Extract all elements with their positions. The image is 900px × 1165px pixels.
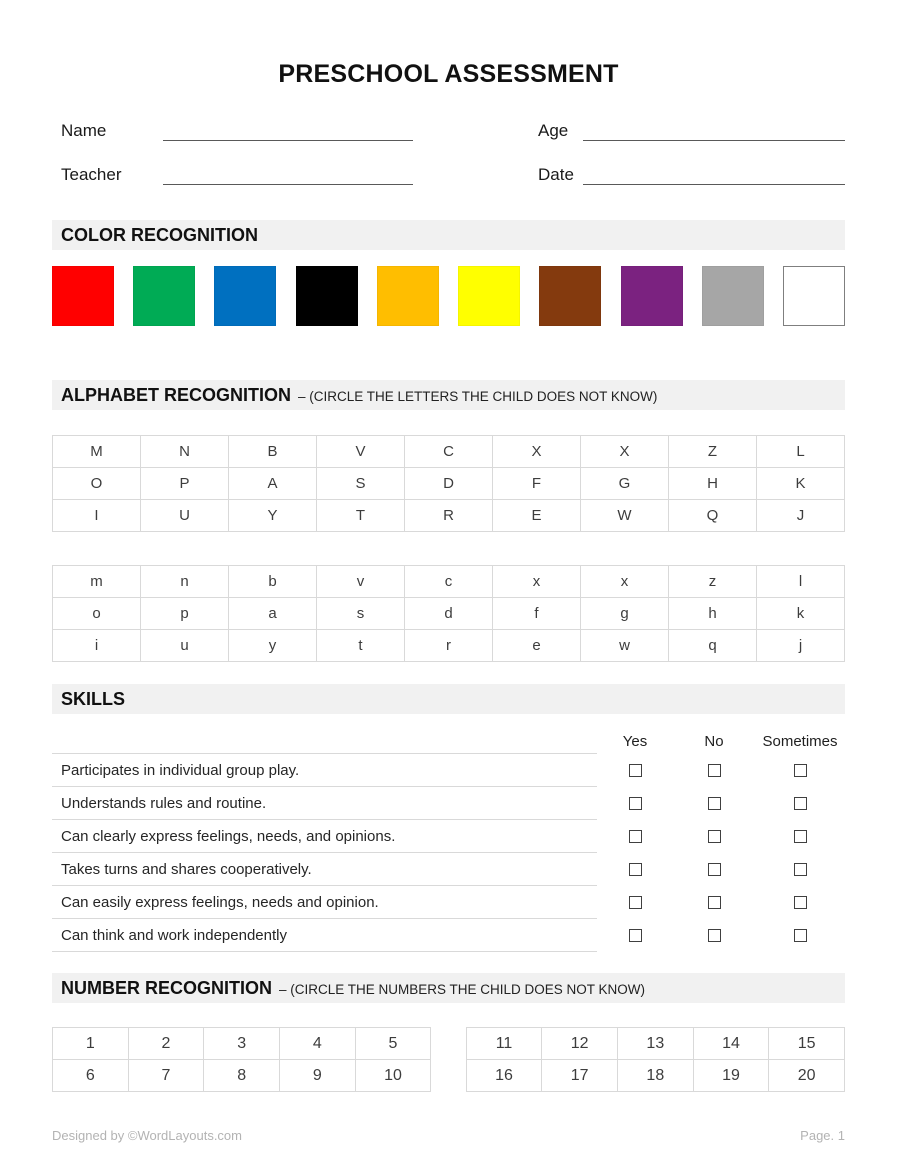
number-row-1-5: [53, 1028, 431, 1060]
checkbox-sometimes-5[interactable]: [794, 896, 807, 909]
color-swatch-row: [52, 266, 845, 326]
letter-cell-S[interactable]: S: [317, 468, 405, 500]
number-tables: [52, 1027, 845, 1092]
uppercase-letter-grid: [52, 435, 845, 532]
letter-cell-J[interactable]: J: [757, 500, 845, 532]
color-swatch-blue: [214, 266, 276, 326]
letter-cell-D[interactable]: D: [405, 468, 493, 500]
teacher-label: Teacher: [61, 165, 122, 184]
checkbox-no-1[interactable]: [708, 764, 721, 777]
letter-cell-r[interactable]: r: [405, 630, 493, 662]
letter-cell-B[interactable]: B: [229, 436, 317, 468]
number-cell-10[interactable]: 10: [355, 1060, 431, 1092]
checkbox-no-4[interactable]: [708, 863, 721, 876]
checkbox-yes-2[interactable]: [629, 797, 642, 810]
number-cell-15[interactable]: 15: [769, 1028, 845, 1060]
letter-cell-u[interactable]: u: [141, 630, 229, 662]
letter-cell-Y[interactable]: Y: [229, 500, 317, 532]
skill-row-1: [52, 754, 845, 787]
alphabet-recognition-title: ALPHABET RECOGNITION: [61, 384, 292, 405]
letter-cell-T[interactable]: T: [317, 500, 405, 532]
letter-cell-k[interactable]: k: [757, 598, 845, 630]
letter-cell-N[interactable]: N: [141, 436, 229, 468]
skill-label: Can easily express feelings, needs and opinion.: [52, 886, 597, 919]
letter-cell-Z[interactable]: Z: [669, 436, 757, 468]
checkbox-sometimes-2[interactable]: [794, 797, 807, 810]
color-recognition-header: [52, 220, 845, 250]
number-cell-13[interactable]: 13: [618, 1028, 694, 1060]
uppercase-row-2: [53, 468, 845, 500]
field-row-2: [52, 163, 845, 185]
name-input-line[interactable]: [163, 138, 413, 141]
skill-row-6: [52, 919, 845, 952]
number-cell-2[interactable]: 2: [128, 1028, 204, 1060]
letter-cell-R[interactable]: R: [405, 500, 493, 532]
checkbox-sometimes-3[interactable]: [794, 830, 807, 843]
checkbox-yes-1[interactable]: [629, 764, 642, 777]
number-cell-20[interactable]: 20: [769, 1060, 845, 1092]
skills-header-spacer: [52, 728, 597, 754]
number-grid-1-10: [52, 1027, 431, 1092]
column-header-no: No: [704, 732, 724, 750]
checkbox-yes-3[interactable]: [629, 830, 642, 843]
checkbox-yes-4[interactable]: [629, 863, 642, 876]
date-field: [529, 165, 845, 185]
number-tables-gap: [431, 1027, 465, 1092]
skill-label: Takes turns and shares cooperatively.: [52, 853, 597, 886]
letter-cell-O[interactable]: O: [53, 468, 141, 500]
number-row-16-20: [466, 1060, 844, 1092]
color-swatch-purple: [621, 266, 683, 326]
number-grid-11-20: [466, 1027, 845, 1092]
number-cell-8[interactable]: 8: [204, 1060, 280, 1092]
letter-cell-P[interactable]: P: [141, 468, 229, 500]
letter-cell-h[interactable]: h: [669, 598, 757, 630]
letter-cell-G[interactable]: G: [581, 468, 669, 500]
alphabet-recognition-subtitle: – (CIRCLE THE LETTERS THE CHILD DOES NOT KNOW): [298, 389, 658, 404]
letter-cell-X2[interactable]: X: [581, 436, 669, 468]
lowercase-row-1: [53, 566, 845, 598]
color-recognition-title: COLOR RECOGNITION: [61, 224, 258, 245]
number-cell-6[interactable]: 6: [53, 1060, 129, 1092]
number-cell-14[interactable]: 14: [693, 1028, 769, 1060]
page-number: Page. 1: [800, 1128, 845, 1143]
letter-cell-s[interactable]: s: [317, 598, 405, 630]
age-field: [529, 121, 845, 141]
checkbox-no-6[interactable]: [708, 929, 721, 942]
letter-cell-b[interactable]: b: [229, 566, 317, 598]
number-cell-19[interactable]: 19: [693, 1060, 769, 1092]
uppercase-row-3: [53, 500, 845, 532]
date-input-line[interactable]: [583, 182, 845, 185]
letter-cell-g[interactable]: g: [581, 598, 669, 630]
number-cell-16[interactable]: 16: [466, 1060, 542, 1092]
letter-cell-L[interactable]: L: [757, 436, 845, 468]
number-cell-18[interactable]: 18: [618, 1060, 694, 1092]
number-cell-11[interactable]: 11: [466, 1028, 542, 1060]
letter-cell-K[interactable]: K: [757, 468, 845, 500]
letter-cell-c[interactable]: c: [405, 566, 493, 598]
number-row-6-10: [53, 1060, 431, 1092]
teacher-input-line[interactable]: [163, 182, 413, 185]
letter-cell-y[interactable]: y: [229, 630, 317, 662]
lowercase-row-3: [53, 630, 845, 662]
color-swatch-yellow: [458, 266, 520, 326]
number-cell-5[interactable]: 5: [355, 1028, 431, 1060]
letter-cell-F[interactable]: F: [493, 468, 581, 500]
teacher-field: [52, 165, 413, 185]
checkbox-sometimes-1[interactable]: [794, 764, 807, 777]
letter-cell-w[interactable]: w: [581, 630, 669, 662]
letter-cell-H[interactable]: H: [669, 468, 757, 500]
number-recognition-subtitle: – (CIRCLE THE NUMBERS THE CHILD DOES NOT KNOW): [279, 982, 646, 997]
column-header-yes: Yes: [622, 732, 648, 750]
number-recognition-header: [52, 973, 845, 1003]
number-cell-12[interactable]: 12: [542, 1028, 618, 1060]
lowercase-letter-grid: [52, 565, 845, 662]
skills-table: [52, 728, 845, 952]
letter-cell-j[interactable]: j: [757, 630, 845, 662]
skills-title: SKILLS: [61, 688, 126, 709]
number-cell-3[interactable]: 3: [204, 1028, 280, 1060]
color-swatch-white: [783, 266, 845, 326]
letter-cell-l[interactable]: l: [757, 566, 845, 598]
letter-cell-z[interactable]: z: [669, 566, 757, 598]
age-input-line[interactable]: [583, 138, 845, 141]
checkbox-no-2[interactable]: [708, 797, 721, 810]
number-cell-4[interactable]: 4: [279, 1028, 355, 1060]
letter-cell-i[interactable]: i: [53, 630, 141, 662]
letter-cell-e[interactable]: e: [493, 630, 581, 662]
field-row-1: [52, 119, 845, 141]
number-recognition-title: NUMBER RECOGNITION: [61, 977, 272, 998]
checkbox-sometimes-4[interactable]: [794, 863, 807, 876]
skills-header: [52, 684, 845, 714]
skill-label: Can clearly express feelings, needs, and opinions.: [52, 820, 597, 853]
skill-row-4: [52, 853, 845, 886]
checkbox-yes-5[interactable]: [629, 896, 642, 909]
letter-cell-I[interactable]: I: [53, 500, 141, 532]
lowercase-row-2: [53, 598, 845, 630]
page-title: PRESCHOOL ASSESSMENT: [278, 60, 619, 88]
skill-row-3: [52, 820, 845, 853]
letter-cell-U[interactable]: U: [141, 500, 229, 532]
color-swatch-red: [52, 266, 114, 326]
skill-label: Participates in individual group play.: [52, 754, 597, 787]
number-cell-9[interactable]: 9: [279, 1060, 355, 1092]
name-field: [52, 121, 413, 141]
color-swatch-green: [133, 266, 195, 326]
name-label: Name: [61, 121, 107, 140]
skill-row-2: [52, 787, 845, 820]
color-swatch-black: [296, 266, 358, 326]
letter-cell-d[interactable]: d: [405, 598, 493, 630]
number-cell-7[interactable]: 7: [128, 1060, 204, 1092]
letter-cell-v[interactable]: v: [317, 566, 405, 598]
color-swatch-gray: [702, 266, 764, 326]
letter-cell-f[interactable]: f: [493, 598, 581, 630]
skills-column-headers: [52, 728, 845, 754]
letter-cell-t[interactable]: t: [317, 630, 405, 662]
number-cell-1[interactable]: 1: [53, 1028, 129, 1060]
letter-cell-C[interactable]: C: [405, 436, 493, 468]
skill-row-5: [52, 886, 845, 919]
checkbox-no-5[interactable]: [708, 896, 721, 909]
letter-cell-Q[interactable]: Q: [669, 500, 757, 532]
number-row-11-15: [466, 1028, 844, 1060]
letter-cell-q[interactable]: q: [669, 630, 757, 662]
letter-cell-V[interactable]: V: [317, 436, 405, 468]
number-cell-17[interactable]: 17: [542, 1060, 618, 1092]
column-header-sometimes: Sometimes: [762, 732, 838, 750]
letter-cell-m[interactable]: m: [53, 566, 141, 598]
letter-cell-n[interactable]: n: [141, 566, 229, 598]
letter-cell-X[interactable]: X: [493, 436, 581, 468]
letter-cell-M[interactable]: M: [53, 436, 141, 468]
letter-cell-A[interactable]: A: [229, 468, 317, 500]
age-label: Age: [538, 121, 569, 140]
uppercase-row-1: [53, 436, 845, 468]
letter-cell-o[interactable]: o: [53, 598, 141, 630]
letter-cell-p[interactable]: p: [141, 598, 229, 630]
letter-cell-W[interactable]: W: [581, 500, 669, 532]
date-label: Date: [538, 165, 574, 184]
letter-cell-E[interactable]: E: [493, 500, 581, 532]
checkbox-no-3[interactable]: [708, 830, 721, 843]
skill-label: Understands rules and routine.: [52, 787, 597, 820]
color-swatch-brown: [539, 266, 601, 326]
skill-label: Can think and work independently: [52, 919, 597, 952]
designer-credit: Designed by ©WordLayouts.com: [52, 1128, 242, 1143]
page-footer: [52, 1128, 845, 1143]
letter-cell-x[interactable]: x: [493, 566, 581, 598]
checkbox-sometimes-6[interactable]: [794, 929, 807, 942]
alphabet-recognition-header: [52, 380, 845, 410]
letter-cell-a[interactable]: a: [229, 598, 317, 630]
header-fields: [52, 119, 845, 185]
letter-cell-x2[interactable]: x: [581, 566, 669, 598]
color-swatch-orange: [377, 266, 439, 326]
checkbox-yes-6[interactable]: [629, 929, 642, 942]
